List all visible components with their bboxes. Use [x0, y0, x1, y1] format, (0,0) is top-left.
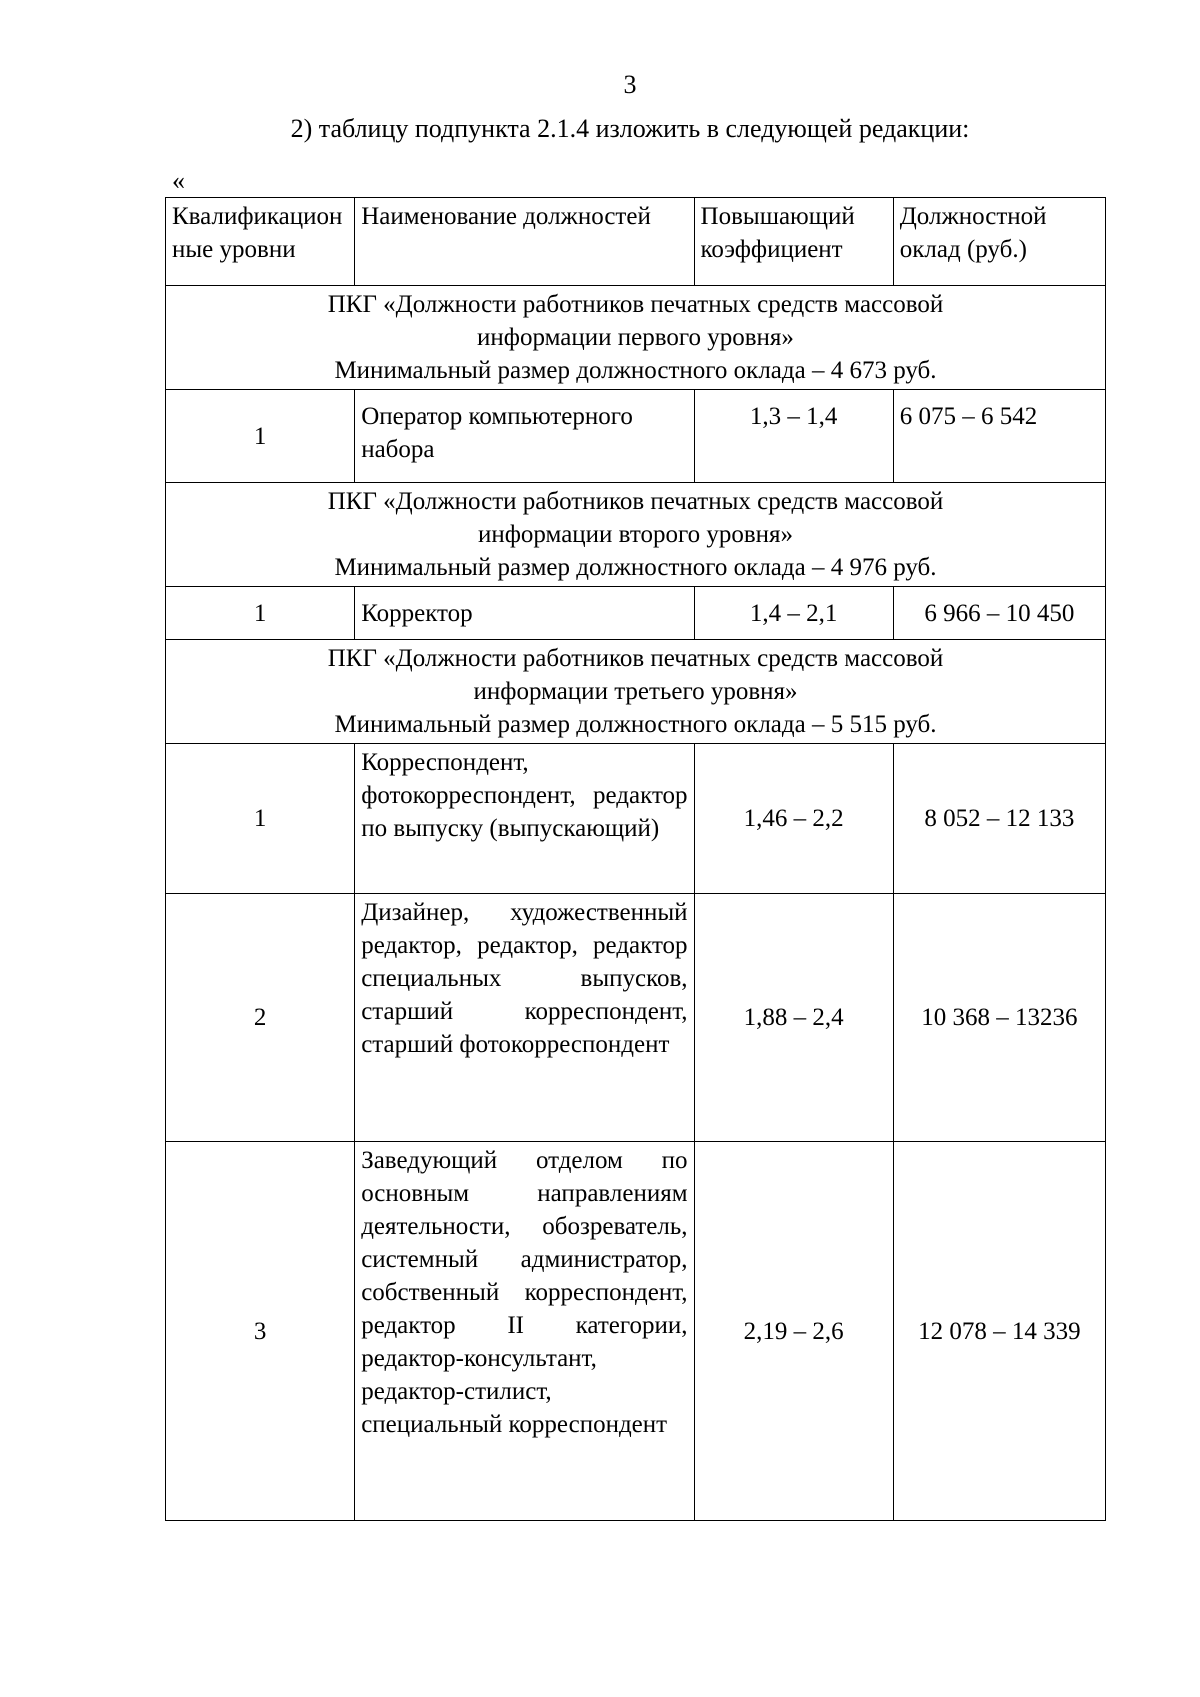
salary-cell: 6 966 – 10 450	[893, 587, 1105, 640]
group-title-line1: ПКГ «Должности работников печатных средств массовой	[327, 291, 944, 318]
table-row	[166, 1142, 1106, 1521]
group-title-line1: ПКГ «Должности работников печатных средств массовой	[327, 488, 944, 515]
group-min-salary: Минимальный размер должностного оклада – 4 673 руб.	[334, 357, 937, 384]
group-header-cell	[166, 483, 1106, 587]
header-coefficient: Повышающий коэффициент	[694, 198, 893, 286]
group-min-salary: Минимальный размер должностного оклада – 4 976 руб.	[334, 554, 937, 581]
header-positions: Наименование должностей	[355, 198, 694, 286]
level-cell: 1	[166, 587, 355, 640]
position-cell: Заведующий отделом по основным направлениям деятельности, обозреватель, системный администратор, собственный корреспондент, редактор II категории, редактор-консультант, редактор-стилист, специальный корреспондент	[355, 1142, 694, 1521]
table-row	[166, 894, 1106, 1142]
group-header-row	[166, 640, 1106, 744]
coefficient-cell: 2,19 – 2,6	[694, 1142, 893, 1521]
coefficient-cell: 1,4 – 2,1	[694, 587, 893, 640]
salary-table	[165, 197, 1106, 1521]
group-title-line2: информации первого уровня»	[477, 324, 794, 351]
salary-cell: 8 052 – 12 133	[893, 744, 1105, 894]
position-cell: Корреспондент, фотокорреспондент, редактор по выпуску (выпускающий)	[355, 744, 694, 894]
salary-cell: 6 075 – 6 542	[893, 390, 1105, 483]
salary-cell: 12 078 – 14 339	[893, 1142, 1105, 1521]
position-cell: Корректор	[355, 587, 694, 640]
group-title-line2: информации второго уровня»	[477, 521, 794, 548]
header-salary: Должностной оклад (руб.)	[893, 198, 1105, 286]
table-header-row	[166, 198, 1106, 286]
coefficient-cell: 1,3 – 1,4	[694, 390, 893, 483]
group-header-cell	[166, 286, 1106, 390]
level-cell: 2	[166, 894, 355, 1142]
intro-text: 2) таблицу подпункта 2.1.4 изложить в следующей редакции:	[290, 114, 970, 143]
group-title-line2: информации третьего уровня»	[473, 678, 798, 705]
salary-cell: 10 368 – 13236	[893, 894, 1105, 1142]
group-title-line1: ПКГ «Должности работников печатных средств массовой	[327, 645, 944, 672]
group-header-cell	[166, 640, 1106, 744]
position-cell: Дизайнер, художественный редактор, редактор, редактор специальных выпусков, старший корреспондент, старший фотокорреспондент	[355, 894, 694, 1142]
opening-quote: «	[172, 166, 185, 195]
group-header-row	[166, 483, 1106, 587]
group-min-salary: Минимальный размер должностного оклада – 5 515 руб.	[334, 711, 937, 738]
page-number: 3	[623, 70, 637, 99]
coefficient-cell: 1,46 – 2,2	[694, 744, 893, 894]
level-cell: 1	[166, 744, 355, 894]
group-header-row	[166, 286, 1106, 390]
header-levels: Квалификационные уровни	[166, 198, 355, 286]
level-cell: 3	[166, 1142, 355, 1521]
table-row	[166, 587, 1106, 640]
table-row	[166, 390, 1106, 483]
table-row	[166, 744, 1106, 894]
level-cell: 1	[166, 390, 355, 483]
coefficient-cell: 1,88 – 2,4	[694, 894, 893, 1142]
position-cell: Оператор компьютерного набора	[355, 390, 694, 483]
